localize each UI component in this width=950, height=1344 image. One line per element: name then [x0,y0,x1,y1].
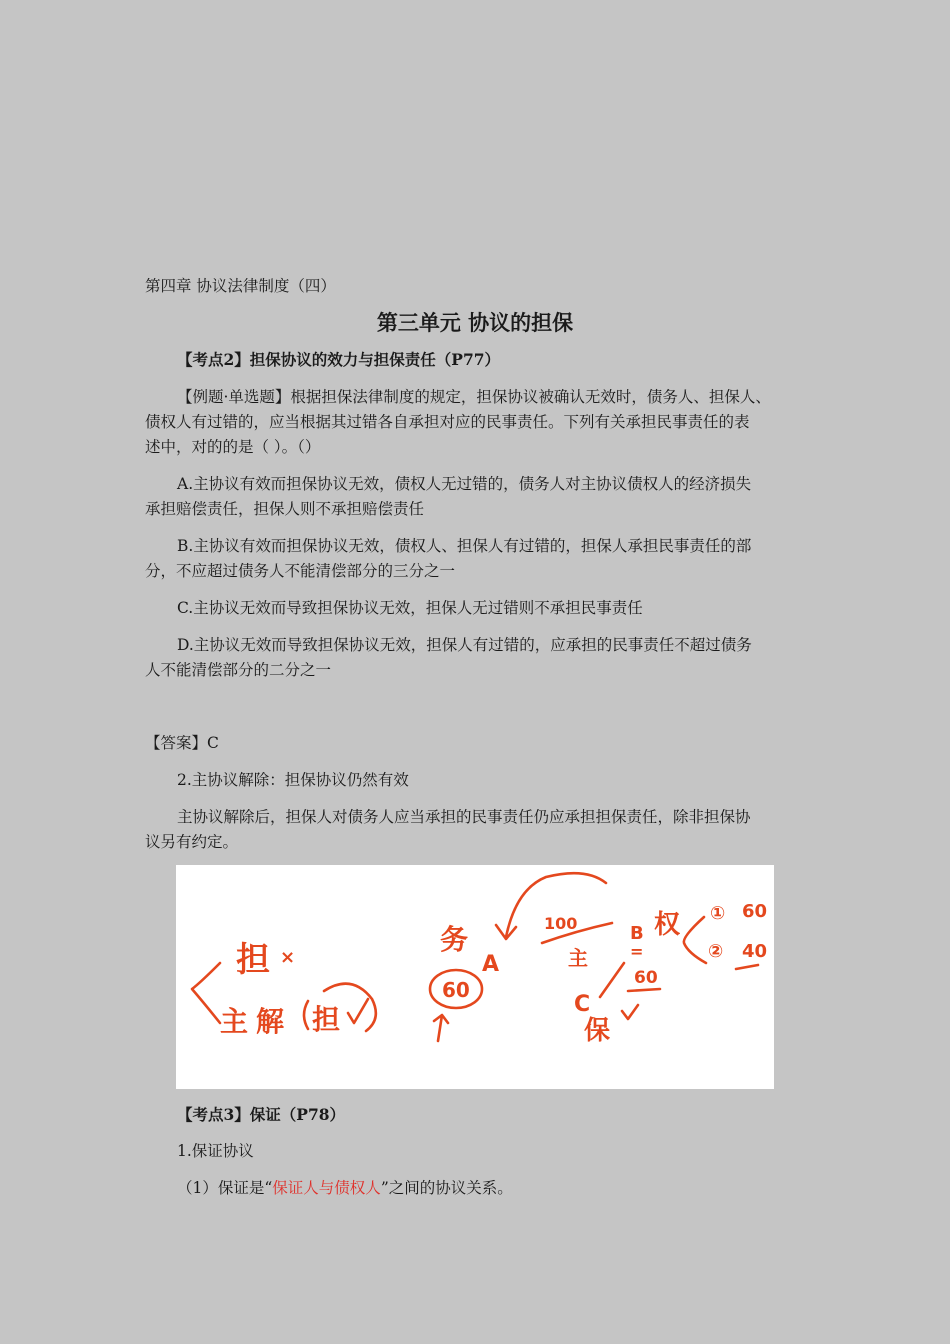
unit-title: 第三单元 协议的担保 [376,310,574,335]
option-d-line-1: D.主协议无效而导致担保协议无效，担保人有过错的，应承担的民事责任不超过债务 [177,636,752,654]
point3-heading: 【考点3】保证（P78） [177,1105,346,1124]
option-b-line-2: 分，不应超过债务人不能清偿部分的三分之一 [145,562,456,580]
point2-heading: 【考点2】担保协议的效力与担保责任（P77） [177,350,501,369]
item2-body-line-2: 议另有约定。 [145,833,239,851]
sketch-text-zhu: 主 [220,1005,249,1038]
question-line-1: 【例题·单选题】根据担保法律制度的规定，担保协议被确认无效时，债务人、担保人、 [177,388,771,406]
answer-line: 【答案】C [145,734,219,752]
left-brace-stroke [192,963,220,1023]
sketch-text-100: 100 [544,914,578,933]
sketch-text-eq: = [630,942,644,961]
item1-1-highlight: 保证人与债权人 [272,1179,381,1197]
sketch-text-60b: 60 [742,901,768,922]
chapter-header: 第四章 协议法律制度（四） [145,277,336,295]
item1-1-suffix: ”之间的协议关系。 [380,1179,513,1197]
arrow-up-stroke [434,1015,448,1041]
point3-item1: 1.保证协议 [177,1142,254,1160]
sketch-text-dan: 担 [236,940,270,980]
option-a-line-1: A.主协议有效而担保协议无效，债权人无过错的，债务人对主协议债权人的经济损失 [177,475,752,493]
sketch-text-60c: 60 [634,968,658,988]
sketch-text-40: 40 [742,941,768,962]
sketch-text-60a: 60 [442,978,470,1002]
check-mark-1 [348,999,368,1023]
item1-1-prefix: （1）保证是“ [177,1179,273,1197]
item2-body-line-1: 主协议解除后，担保人对债务人应当承担的民事责任仍应承担担保责任，除非担保协 [177,808,751,826]
underline-40-stroke [736,965,758,969]
option-c-line-1: C.主协议无效而导致担保协议无效，担保人无过错则不承担民事责任 [177,599,643,617]
sketch-text-c1: ① [710,903,726,924]
option-b-line-1: B.主协议有效而担保协议无效，债权人、担保人有过错的，担保人承担民事责任的部 [177,537,752,555]
sketch-text-jie: 解 [256,1005,285,1038]
sketch-text-bao: 保 [584,1016,611,1046]
sketch-text-x: × [280,947,296,968]
question-line-3: 述中，对的的是（ ）。（） [145,438,321,456]
option-d-line-2: 人不能清偿部分的二分之一 [145,661,332,679]
sketch-text-quan: 权 [654,910,681,940]
sketch-text-zhu2: 主 [568,946,588,970]
point3-item1-1 [177,1176,847,1201]
sketch-text-c: C [574,992,591,1017]
check-mark-2 [622,1005,638,1019]
sketch-text-wu: 务 [440,923,469,956]
sketch-text-a: A [482,952,500,977]
underline-60-stroke [628,989,660,991]
question-line-2: 债权人有过错的，应当根据其过错各自承担对应的民事责任。下列有关承担民事责任的表 [145,413,750,431]
option-a-line-2: 承担赔偿责任，担保人则不承担赔偿责任 [145,500,425,518]
right-brace-stroke [684,917,706,963]
sketch-canvas [176,865,774,1089]
sketch-text-b: B [630,923,644,944]
slash-stroke [600,963,624,997]
paren-open-stroke [304,1001,308,1029]
sketch-text-c2: ② [708,941,724,962]
item2-title: 2.主协议解除：担保协议仍然有效 [177,771,409,789]
handwritten-sketch [176,865,774,1089]
sketch-text-dan-circled: 担 [312,1003,341,1036]
